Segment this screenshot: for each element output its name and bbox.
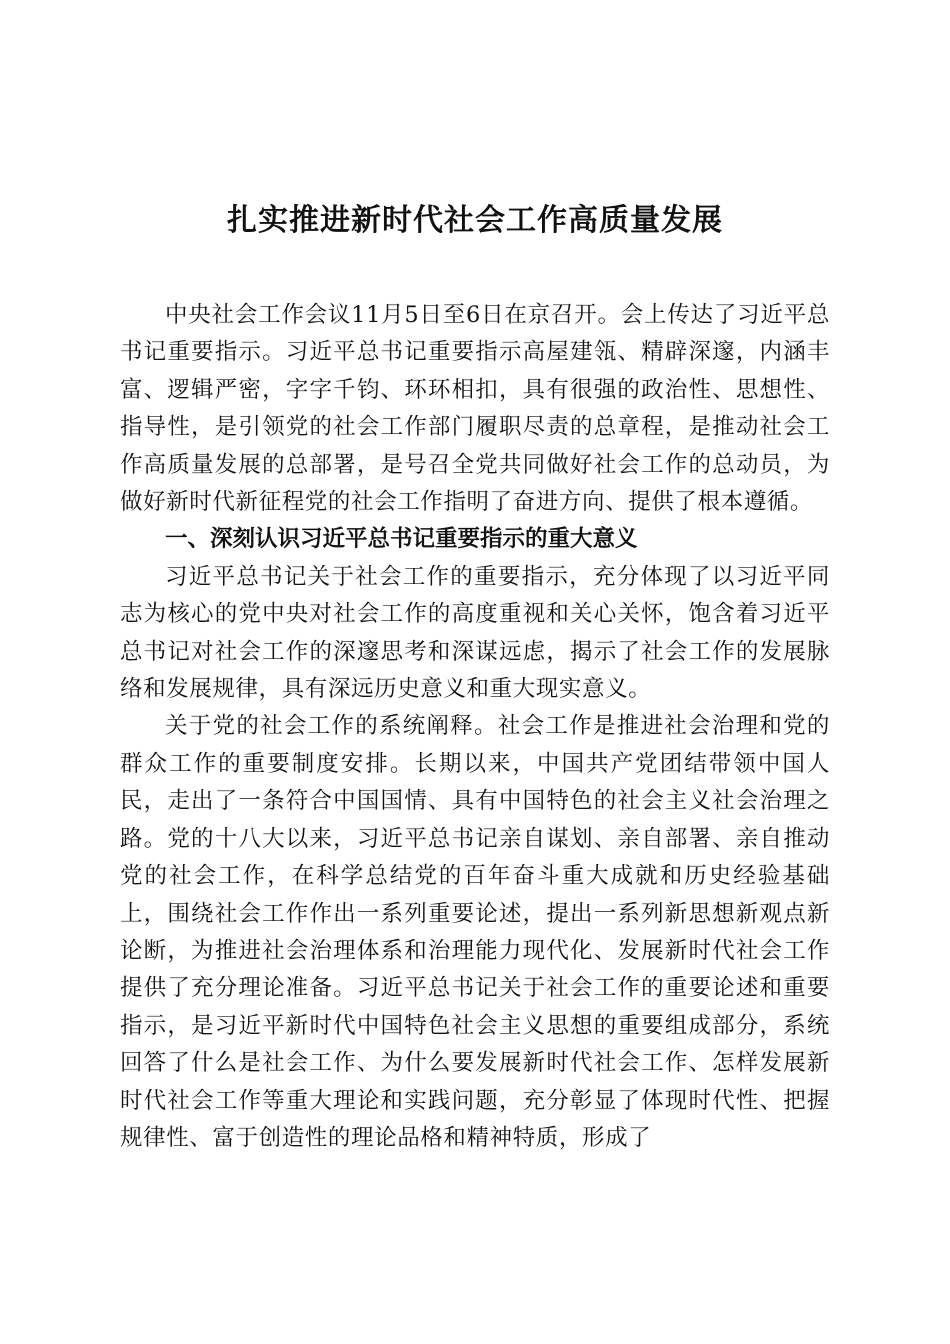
- body-paragraph: 中央社会工作会议11月5日至6日在京召开。会上传达了习近平总书记重要指示。习近平总书记重要指示高屋建瓴、精辟深邃，内涵丰富、逻辑严密，字字千钧、环环相扣，具有很强的政治性、思想性、指导性，是引领党的社会工作部门履职尽责的总章程，是推动社会工作高质量发展的总部署，是号召全党共同做好社会工作的总动员，为做好新时代新征程党的社会工作指明了奋进方向、提供了根本遵循。: [120, 302, 830, 516]
- body-paragraph: 关于党的社会工作的系统阐释。社会工作是推进社会治理和党的群众工作的重要制度安排。长期以来，中国共产党团结带领中国人民，走出了一条符合中国国情、具有中国特色的社会主义社会治理之路。党的十八大以来，习近平总书记亲自谋划、亲自部署、亲自推动党的社会工作，在科学总结党的百年奋斗重大成就和历史经验基础上，围绕社会工作作出一系列重要论述，提出一系列新思想新观点新论断，为推进社会治理体系和治理能力现代化、发展新时代社会工作提供了充分理论准备。习近平总书记关于社会工作的重要论述和重要指示，是习近平新时代中国特色社会主义思想的重要组成部分，系统回答了什么是社会工作、为什么要发展新时代社会工作、怎样发展新时代社会工作等重大理论和实践问题，充分彰显了体现时代性、把握规律性、富于创造性的理论品格和精神特质，形成了: [120, 713, 830, 1151]
- document-page: [120, 195, 830, 1157]
- body-paragraph: 习近平总书记关于社会工作的重要指示，充分体现了以习近平同志为核心的党中央对社会工作的高度重视和关心关怀，饱含着习近平总书记对社会工作的深邃思考和深谋远虑，揭示了社会工作的发展脉络和发展规律，具有深远历史意义和重大现实意义。: [120, 563, 830, 703]
- document-title: 扎实推进新时代社会工作高质量发展: [227, 203, 723, 238]
- section-heading: 一、深刻认识习近平总书记重要指示的重大意义: [165, 526, 638, 553]
